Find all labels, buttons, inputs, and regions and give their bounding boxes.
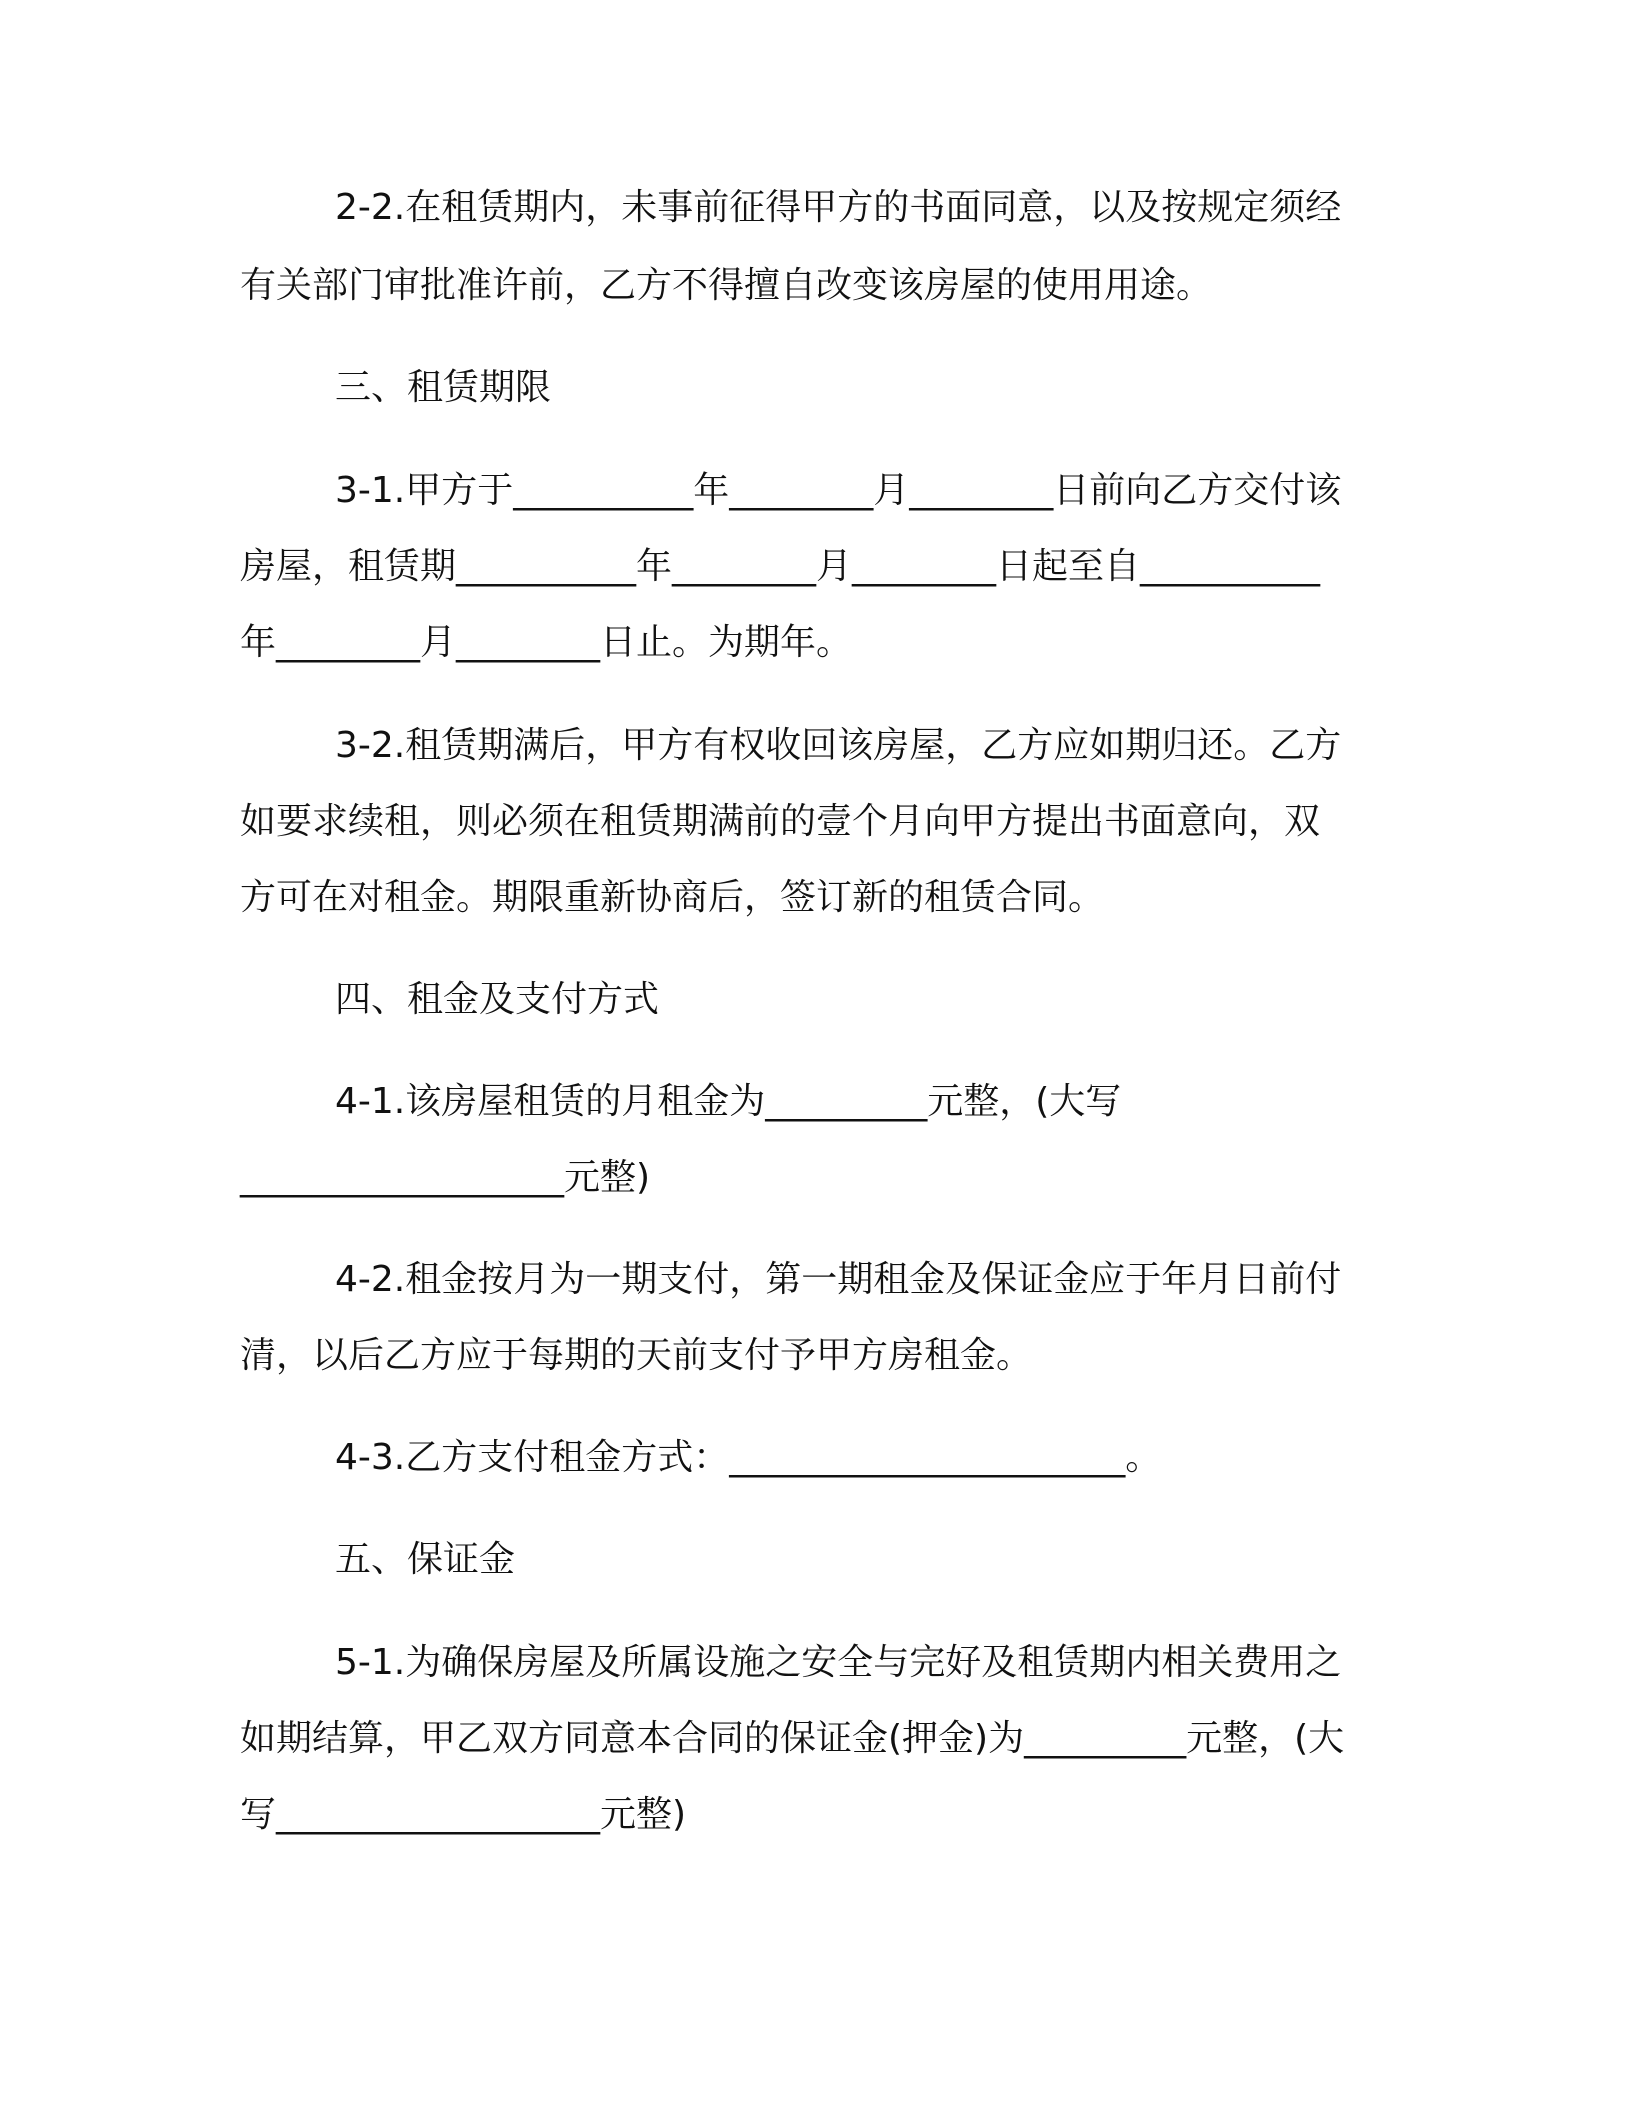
clause-2-2-line-1: 2-2.在租赁期内，未事前征得甲方的书面同意，以及按规定须经 (335, 187, 1342, 228)
clause-3-2-line-2: 如要求续租，则必须在租赁期满前的壹个月向甲方提出书面意向，双 (240, 801, 1321, 842)
clause-4-1-line-1: 4-1.该房屋租赁的月租金为_________元整，(大写 (335, 1081, 1122, 1122)
clause-3-1-line-3: 年________月________日止。为期年。 (240, 622, 853, 663)
clause-5-1-line-3: 写__________________元整) (240, 1794, 687, 1835)
clause-5-1-line-2: 如期结算，甲乙双方同意本合同的保证金(押金)为_________元整，(大 (240, 1718, 1345, 1759)
clause-3-1-line-1: 3-1.甲方于__________年________月________日前向乙方交付该 (335, 470, 1342, 511)
clause-4-1-line-2: __________________元整) (240, 1157, 651, 1198)
section-5-heading: 五、保证金 (335, 1539, 516, 1580)
clause-4-2-line-2: 清，以后乙方应于每期的天前支付予甲方房租金。 (240, 1335, 1033, 1376)
clause-3-2-line-3: 方可在对租金。期限重新协商后，签订新的租赁合同。 (240, 877, 1105, 918)
clause-4-2-line-1: 4-2.租金按月为一期支付，第一期租金及保证金应于年月日前付 (335, 1259, 1342, 1300)
section-4-heading: 四、租金及支付方式 (335, 979, 660, 1020)
clause-3-1-line-2: 房屋，租赁期__________年________月________日起至自__________ (240, 546, 1321, 587)
clause-2-2-line-2: 有关部门审批准许前，乙方不得擅自改变该房屋的使用用途。 (240, 265, 1213, 306)
clause-3-2-line-1: 3-2.租赁期满后，甲方有权收回该房屋，乙方应如期归还。乙方 (335, 725, 1342, 766)
clause-5-1-line-1: 5-1.为确保房屋及所属设施之安全与完好及租赁期内相关费用之 (335, 1642, 1342, 1683)
section-3-heading: 三、租赁期限 (335, 367, 552, 408)
clause-4-3-line-1: 4-3.乙方支付租金方式：______________________。 (335, 1437, 1162, 1478)
